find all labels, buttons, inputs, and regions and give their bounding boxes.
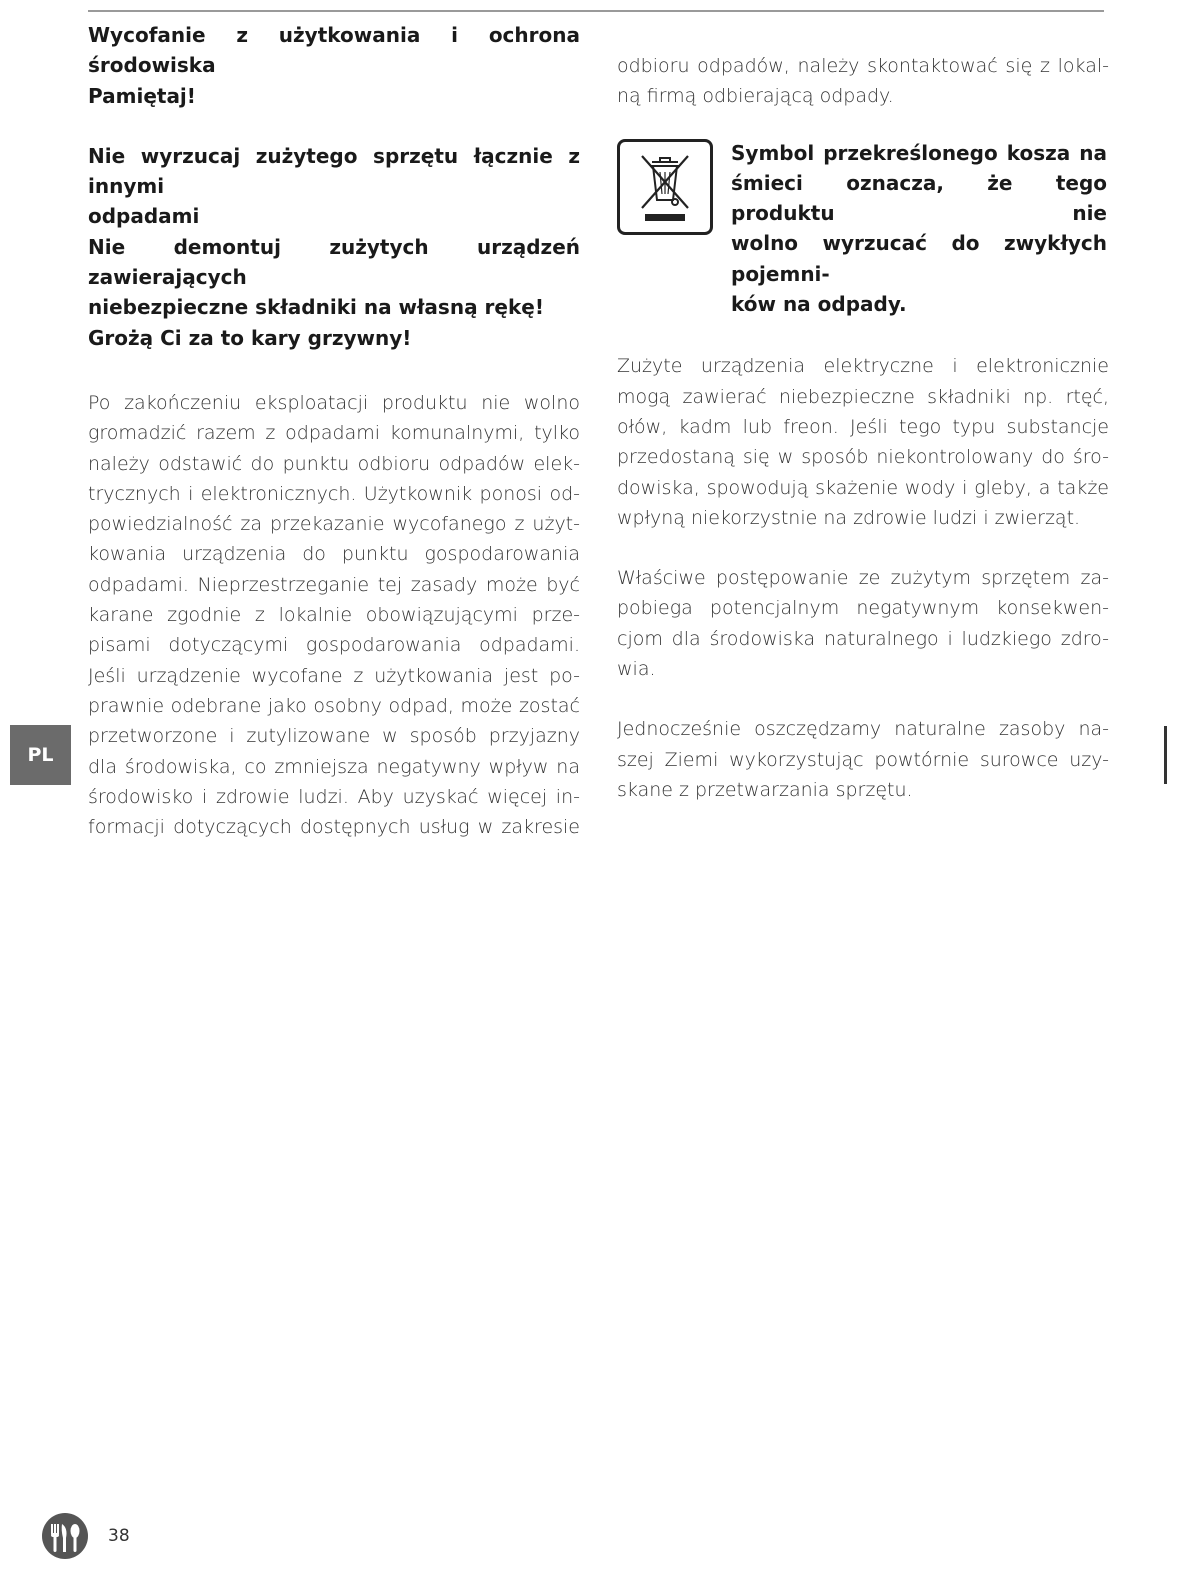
text-line: formacji dotyczących dostępnych usług w zakresie [88,816,580,839]
resources-paragraph [617,714,1109,805]
text-line: odpadami. Nieprzestrzeganie tej zasady może być [88,573,580,596]
text-line: Jednocześnie oszczędzamy naturalne zasoby na- [617,718,1109,741]
text-line: prawnie odebrane jako osobny odpad, może zostać [88,694,580,717]
warning-block [88,141,580,353]
weee-symbol-svg [622,144,708,230]
section-heading [88,20,580,111]
text-line: Po zakończeniu eksploatacji produktu nie wolno [88,391,580,414]
text-line: gromadzić razem z odpadami komunalnymi, tylko [88,422,580,445]
text-line: wpłyną niekorzystnie na zdrowie ludzi i zwierząt. [617,506,1081,529]
text-line: odbioru odpadów, należy skontaktować się z lokal- [617,55,1109,77]
warning-line: Grożą Ci za to kary grzywny! [88,325,412,350]
text-line: pobiega potencjalnym negatywnym konsekwen- [617,597,1109,620]
text-line: wia. [617,658,656,681]
text-line: pisami dotyczącymi gospodarowania odpadami. [88,634,580,657]
warning-line: odpadami [88,204,200,229]
page-edge-marker [1164,726,1167,784]
text-line: przedostaną się w sposób niekontrolowany do śro- [617,446,1109,469]
warning-line: niebezpieczne składniki na własną rękę! [88,295,544,320]
disposal-paragraph [88,388,580,842]
text-line: Jeśli urządzenie wycofane z użytkowania jest po- [88,664,580,687]
text-line: ołów, kadm lub freon. Jeśli tego typu substancje [617,415,1109,438]
text-line: ną firmą odbierającą odpady. [617,85,894,108]
text-line: mogą zawierać niebezpieczne składniki np. rtęć, [617,385,1109,408]
crossed-out-wheelie-bin-icon [617,139,713,235]
text-line: kowania urządzenia do punktu gospodarowania [88,543,580,566]
text-line: dla środowiska, co zmniejsza negatywny wpływ na [88,755,580,778]
warning-line: Nie demontuj zużytych urządzeń zawierających [88,234,580,290]
text-line: środowisko i zdrowie ludzi. Aby uzyskać więcej in- [88,785,580,808]
warning-line: Nie wyrzucaj zużytego sprzętu łącznie z innymi [88,143,580,199]
right-column [617,51,1109,805]
text-line: dowiska, spowodują skażenie wody i gleby, a także [617,476,1109,499]
text-line: cjom dla środowiska naturalnego i ludzkiego zdro- [617,627,1109,650]
language-tab: PL [10,725,71,785]
symbol-line: ków na odpady. [731,292,907,317]
symbol-line: śmieci oznacza, że tego produktu nie [731,170,1107,226]
proper-handling-paragraph [617,563,1109,684]
heading-line: Wycofanie z użytkowania i ochrona środowiska [88,23,580,78]
text-line: karane zgodnie z lokalnie obowiązującymi prze- [88,604,580,627]
text-line: trycznych i elektronicznych. Użytkownik ponosi od- [88,482,580,505]
continuation-paragraph [617,51,1109,112]
text-line: szej Ziemi wykorzystując powtórnie surowce uzy- [617,748,1109,771]
left-column [88,20,580,842]
heading-line: Pamiętaj! [88,83,196,108]
text-line: Właściwe postępowanie ze zużytym sprzętem za- [617,567,1109,590]
text-line: przetworzone i zutylizowane w sposób przyjazny [88,725,580,748]
symbol-line: Symbol przekreślonego kosza na [731,140,1107,165]
hazard-paragraph [617,351,1109,533]
weee-description [731,138,1107,320]
symbol-line: wolno wyrzucać do zwykłych pojemni- [731,231,1107,286]
weee-notice [617,138,1109,320]
text-line: Zużyte urządzenia elektryczne i elektronicznie [617,355,1109,378]
text-line: skane z przetwarzania sprzętu. [617,778,913,801]
top-rule [88,10,1104,12]
text-line: powiedzialność za przekazanie wycofanego z użyt- [88,513,580,536]
page-number: 38 [108,1526,130,1546]
cutlery-logo-icon [41,1512,89,1560]
text-line: należy odstawić do punktu odbioru odpadów elek- [88,452,580,475]
